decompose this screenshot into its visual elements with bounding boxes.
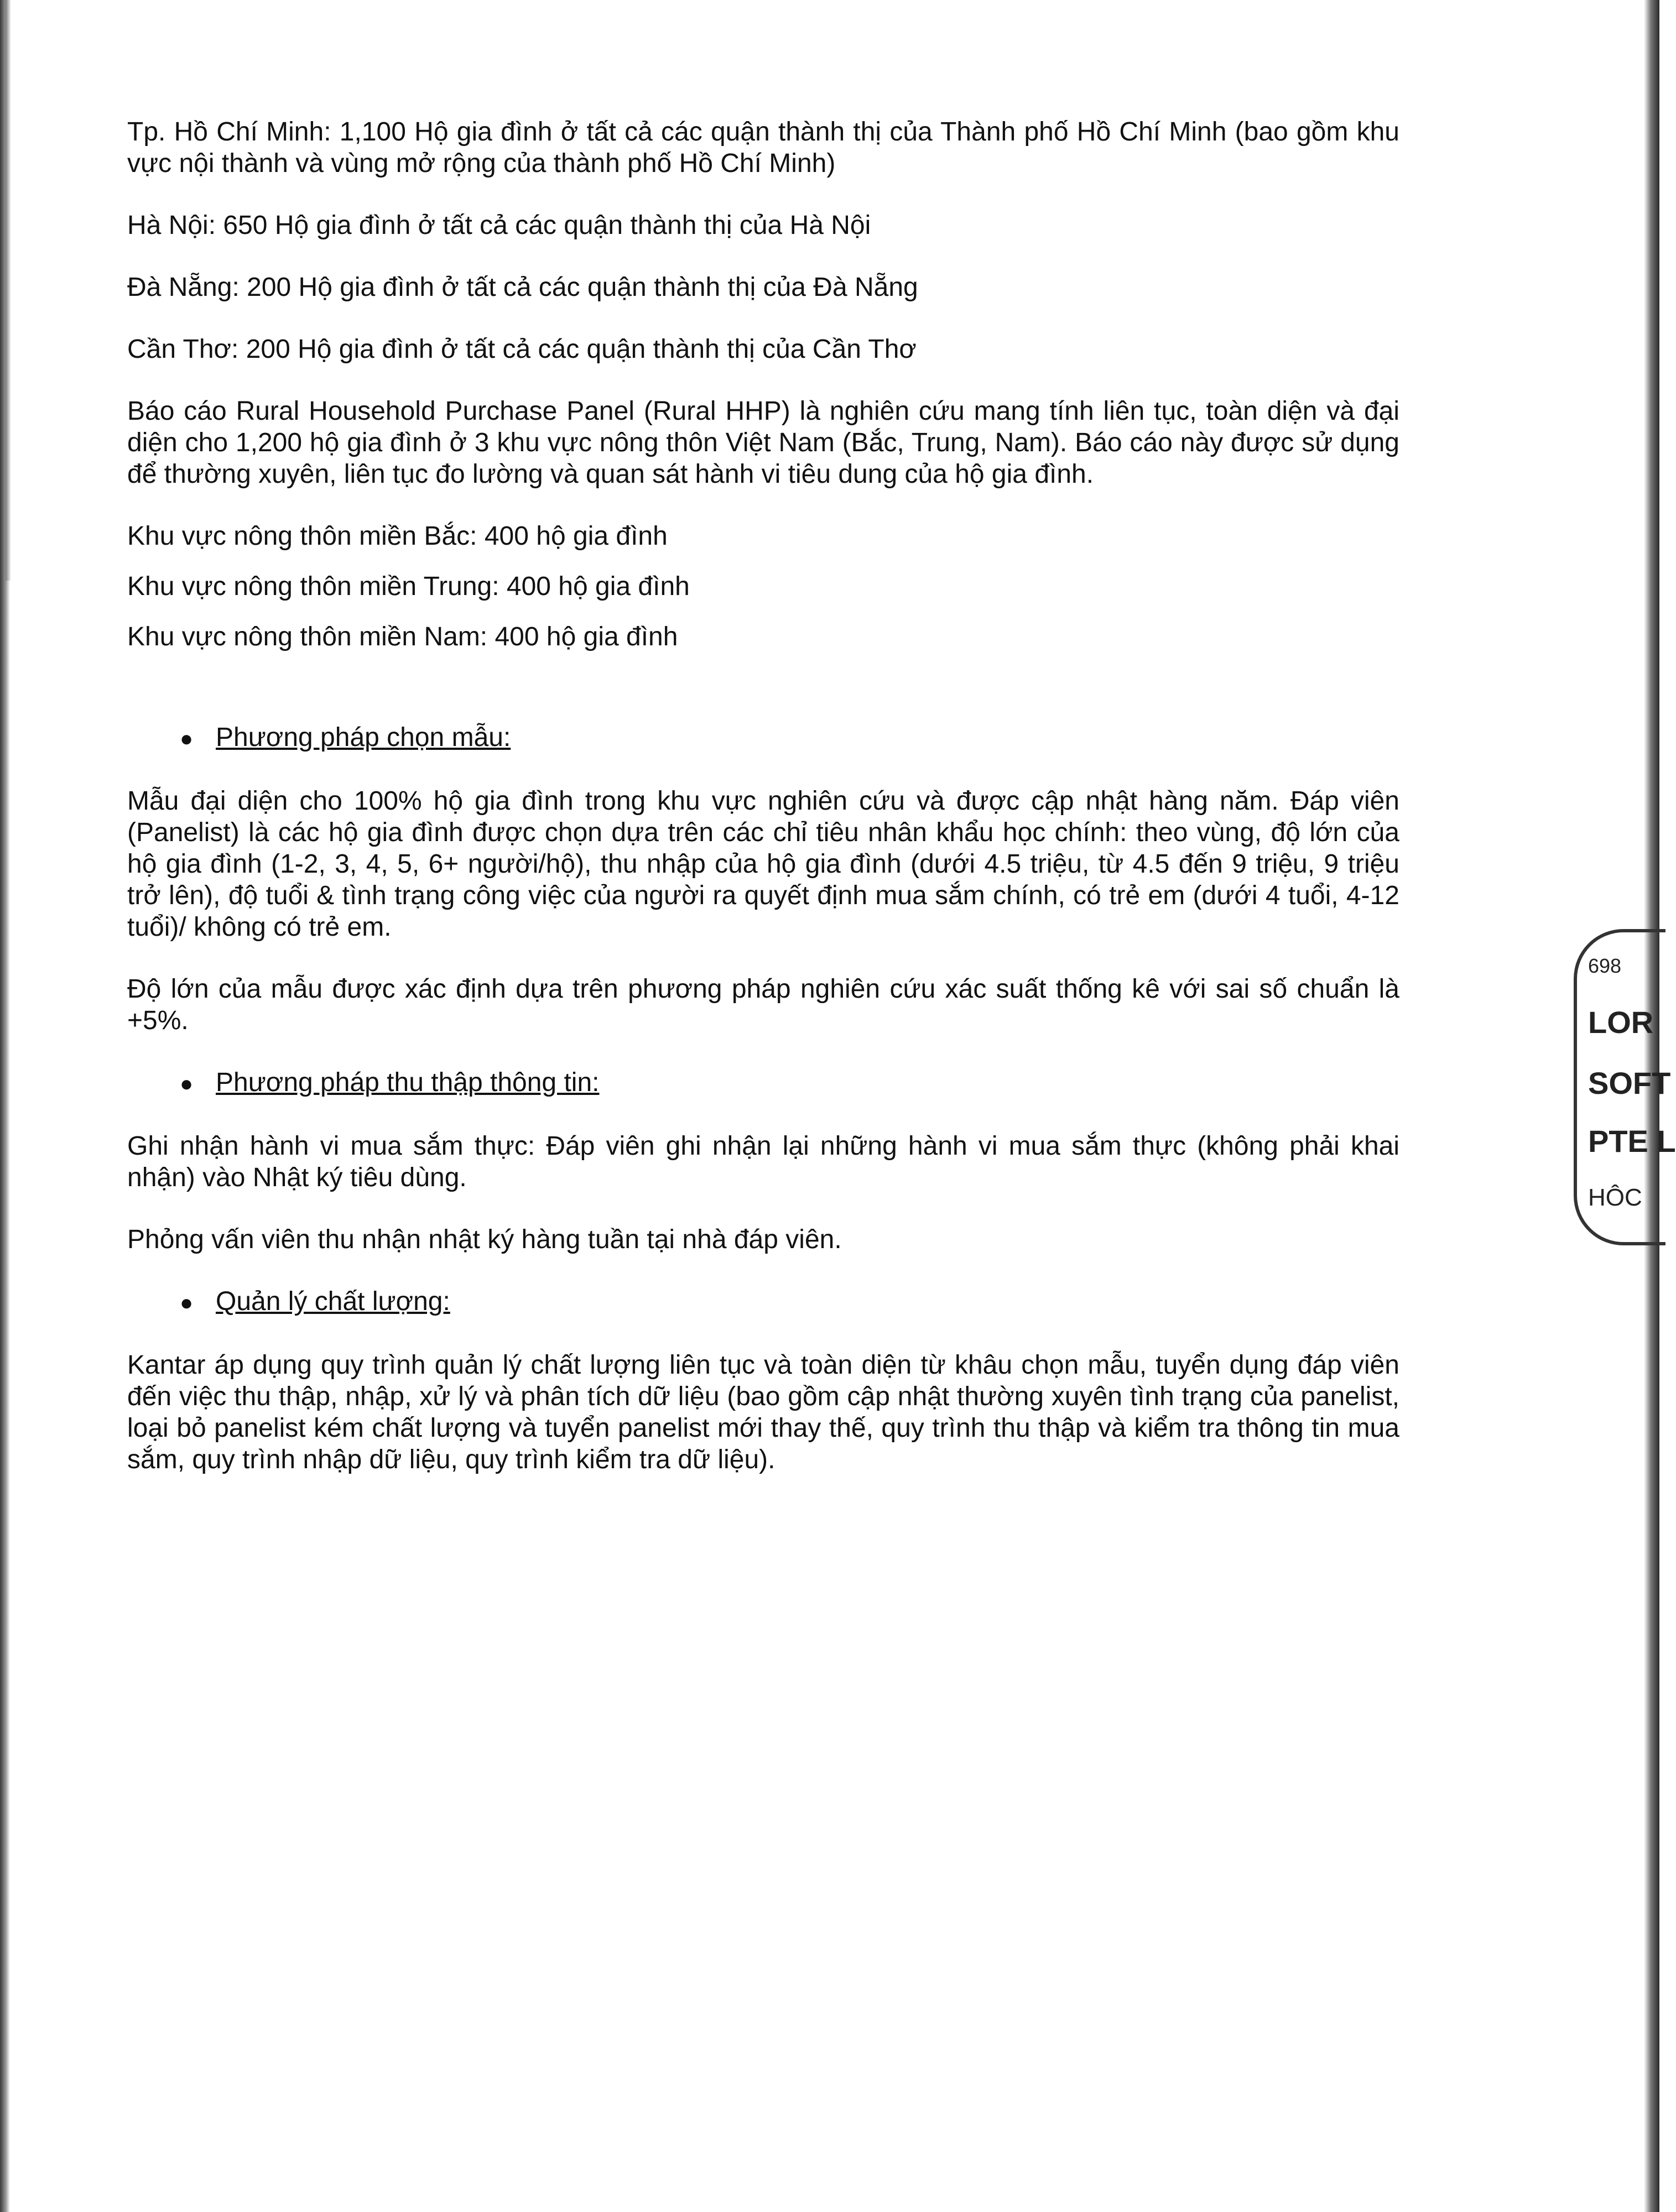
stamp-line: HÔC (1588, 1184, 1642, 1211)
heading-text: Phương pháp chọn mẫu: (216, 723, 511, 752)
company-stamp (1574, 929, 1676, 1245)
paragraph-sampling-1: Mẫu đại diện cho 100% hộ gia đình trong khu vực nghiên cứu và được cập nhật hàng năm. Đáp viên (Panelist) là các hộ gia đình được chọn dựa trên các chỉ tiêu nhân khẩu học chính: theo vùng, độ lớn của hộ gia đình (1-2, 3, 4, 5, 6+ người/hộ), thu nhập của hộ gia đình (dưới 4.5 triệu, từ 4.5 đến 9 triệu, 9 triệu trở lên), độ tuổi & tình trạng công việc của người ra quyết định mua sắm chính, có trẻ em (dưới 4 tuổi, 4-12 tuổi)/ không có trẻ em. (127, 786, 1399, 942)
paragraph-quality-1: Kantar áp dụng quy trình quản lý chất lượng liên tục và toàn diện từ khâu chọn mẫu, tuyển dụng đáp viên đến việc thu thập, nhập, xử lý và phân tích dữ liệu (bao gồm cập nhật thường xuyên tình trạng của panelist, loại bỏ panelist kém chất lượng và tuyển panelist mới thay thế, quy trình thu thập và kiểm tra thông tin mua sắm, quy trình nhập dữ liệu, quy trình kiểm tra dữ liệu). (127, 1350, 1399, 1474)
bullet-icon: ● (180, 727, 194, 751)
stamp-line: LOR (1588, 1005, 1654, 1040)
section-heading-collection (180, 1067, 1399, 1100)
heading-text: Quản lý chất lượng: (216, 1287, 450, 1316)
paragraph-collection-1: Ghi nhận hành vi mua sắm thực: Đáp viên ghi nhận lại những hành vi mua sắm thực (không phải khai nhận) vào Nhật ký tiêu dùng. (127, 1131, 1399, 1192)
bullet-icon: ● (180, 1072, 194, 1096)
section-heading-sampling (180, 722, 1399, 755)
paragraph-rural-hhp: Báo cáo Rural Household Purchase Panel (Rural HHP) là nghiên cứu mang tính liên tục, toàn diện và đại diện cho 1,200 hộ gia đình ở 3 khu vực nông thôn Việt Nam (Bắc, Trung, Nam). Báo cáo này được sử dụng để thường xuyên, liên tục đo lường và quan sát hành vi tiêu dung của hộ gia đình. (127, 397, 1399, 489)
stamp-line: 698 (1588, 954, 1622, 977)
paragraph-sampling-2: Độ lớn của mẫu được xác định dựa trên phương pháp nghiên cứu xác suất thống kê với sai số chuẩn là +5%. (127, 974, 1399, 1035)
stamp-line: SOFT (1588, 1066, 1671, 1100)
rural-list-item-central: Khu vực nông thôn miền Trung: 400 hộ gia đình (127, 572, 690, 601)
stamp-line: PTE L (1588, 1124, 1676, 1159)
scan-left-edge-shadow (6, 0, 11, 581)
paragraph-hcm: Tp. Hồ Chí Minh: 1,100 Hộ gia đình ở tất cả các quận thành thị của Thành phố Hồ Chí Minh (bao gồm khu vực nội thành và vùng mở rộng của thành phố Hồ Chí Minh) (127, 117, 1399, 178)
rural-list-item-north: Khu vực nông thôn miền Bắc: 400 hộ gia đình (127, 521, 668, 551)
paragraph-cantho: Cần Thơ: 200 Hộ gia đình ở tất cả các quận thành thị của Cần Thơ (127, 335, 917, 364)
bullet-icon: ● (180, 1291, 194, 1315)
paragraph-danang: Đà Nẵng: 200 Hộ gia đình ở tất cả các quận thành thị của Đà Nẵng (127, 273, 918, 302)
paragraph-collection-2: Phỏng vấn viên thu nhận nhật ký hàng tuần tại nhà đáp viên. (127, 1225, 842, 1254)
section-heading-quality (180, 1286, 1399, 1319)
heading-text: Phương pháp thu thập thông tin: (216, 1068, 600, 1097)
document-body (127, 116, 1399, 1506)
paragraph-hanoi: Hà Nội: 650 Hộ gia đình ở tất cả các quận thành thị của Hà Nội (127, 211, 871, 240)
rural-list-item-south: Khu vực nông thôn miền Nam: 400 hộ gia đình (127, 622, 678, 651)
